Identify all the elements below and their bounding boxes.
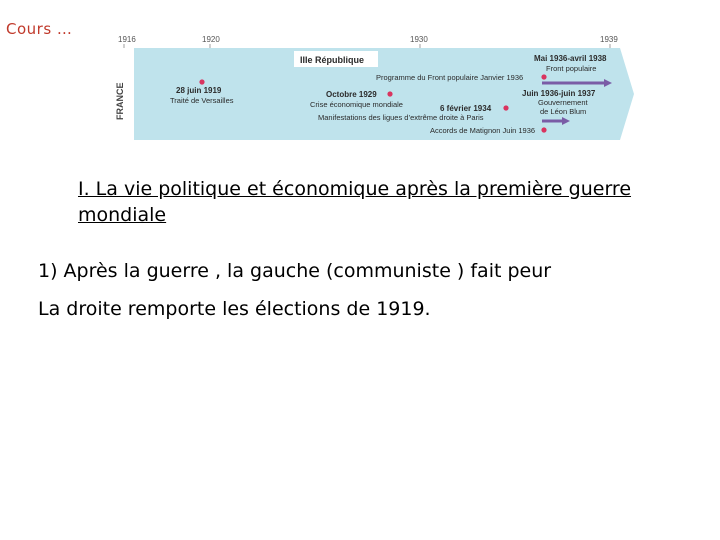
content-line-1: 1) Après la guerre , la gauche (communiste ) fait peur xyxy=(38,260,552,282)
event-dot-crisis xyxy=(387,91,392,96)
crisis-label: Crise économique mondiale xyxy=(310,100,403,109)
event-dot-matignon xyxy=(541,127,546,132)
year-1920: 1920 xyxy=(202,35,220,44)
front-dates: Mai 1936-avril 1938 xyxy=(534,54,607,63)
blum-dates: Juin 1936-juin 1937 xyxy=(522,89,596,98)
event-dot-versailles xyxy=(199,79,204,84)
front-label: Front populaire xyxy=(546,64,597,73)
blum-label-2: de Léon Blum xyxy=(540,107,587,116)
programme-label: Programme du Front populaire Janvier 1936 xyxy=(376,73,524,82)
year-1930: 1930 xyxy=(410,35,428,44)
country-label: FRANCE xyxy=(115,82,125,120)
leagues-date: 6 février 1934 xyxy=(440,104,492,113)
matignon-label: Accords de Matignon Juin 1936 xyxy=(430,126,536,135)
course-label: Cours … xyxy=(6,20,73,38)
content-line-2: La droite remporte les élections de 1919. xyxy=(38,298,431,320)
year-1916: 1916 xyxy=(118,35,136,44)
blum-label-1: Gouvernement xyxy=(538,98,588,107)
section-title: I. La vie politique et économique après la première guerre mondiale xyxy=(78,178,632,226)
crisis-date: Octobre 1929 xyxy=(326,90,377,99)
year-1939: 1939 xyxy=(600,35,618,44)
event-dot-leagues xyxy=(503,105,508,110)
republic-label: IIIe République xyxy=(300,55,365,65)
versailles-date: 28 juin 1919 xyxy=(176,86,222,95)
leagues-label: Manifestations des ligues d’extrême droite à Paris xyxy=(318,113,484,122)
versailles-label: Traité de Versailles xyxy=(170,96,234,105)
timeline-image xyxy=(110,30,645,146)
event-dot-programme xyxy=(541,74,546,79)
